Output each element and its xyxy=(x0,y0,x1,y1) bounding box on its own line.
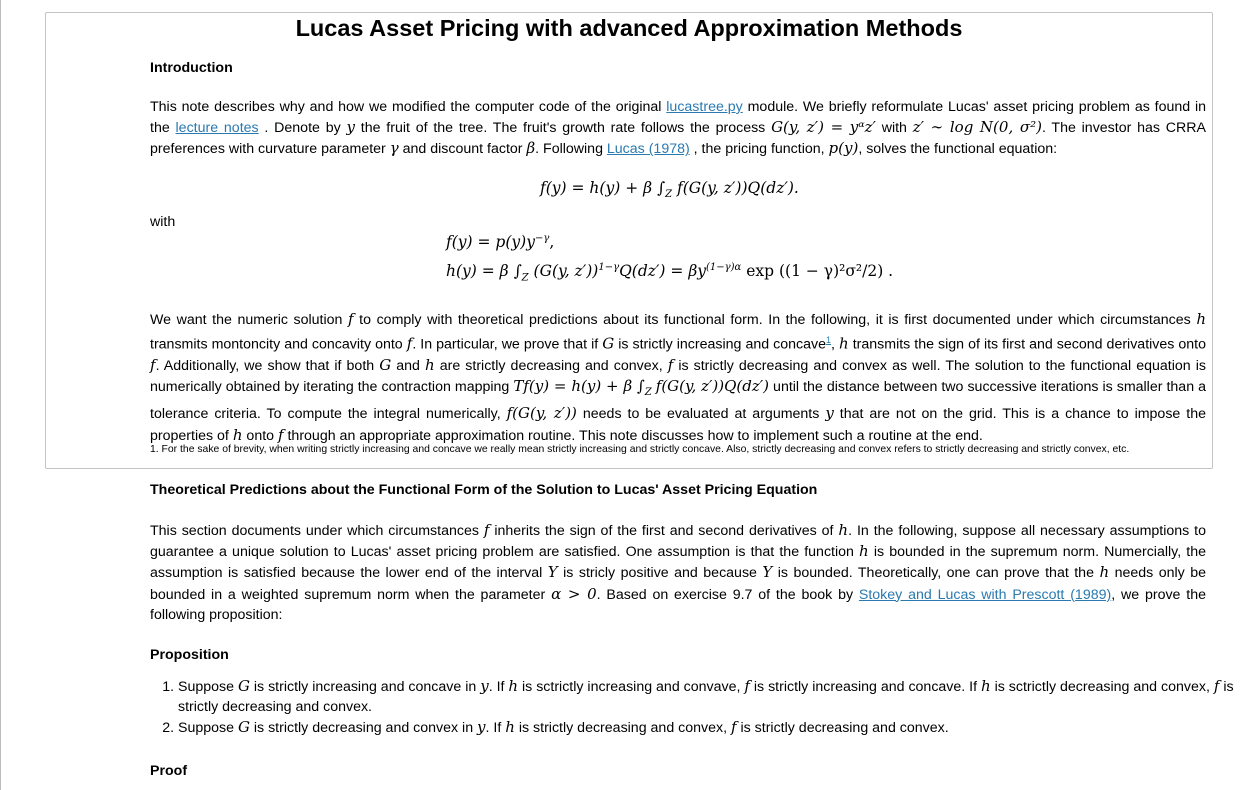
lucastree-link[interactable]: lucastree.py xyxy=(666,99,743,115)
proposition-list xyxy=(150,676,1234,739)
intro-paragraph-2: We want the numeric solution f to comply with theoretical predictions about its functional form. In the following, it is first documented under which circumstances h transmits montoncity and concavity onto f. In particular, we prove that if G is strictly increasing and concave$^1$, h transmits the sign of its first and second derivatives onto f. Additionally, we show that if both G and h are strictly decreasing and convex, f is strictly decreasing and convex as well. The solution to the functional equation is numerically obtained by iterating the contraction mapping Tf(y) = h(y) + β $\int_Z$ f(G(y, z′))Q(dz′) until the distance between two successive iterations is smaller than a tolerance criteria. To compute the integral numerically, f(G(y, z′)) needs to be evaluated at arguments y that are not on the grid. This is a chance to impose the properties of h onto f through an appropriate approximation routine. This note discusses how to implement such a routine at the end. xyxy=(150,310,1207,444)
theoretical-predictions-heading: Theoretical Predictions about the Functional Form of the Solution to Lucas' Asset Pricing Equation xyxy=(150,482,818,498)
page-title: Lucas Asset Pricing with advanced Approximation Methods xyxy=(295,15,963,41)
intro-paragraph-1: This note describes why and how we modified the computer code of the original lucastree.py module. We briefly reformulate Lucas' asset pricing problem as found in the lecture notes . Denote by y the fruit of the tree. The fruit's growth rate follows the process G(y, z′) = yᵅz′ with z′ ∼ log N(0, σ²). The investor has CRRA preferences with curvature parameter γ and discount factor β. Following Lucas (1978) , the pricing function, p(y), solves the functional equation: xyxy=(150,99,1207,158)
lucas-1978-link[interactable]: Lucas (1978) xyxy=(606,141,690,158)
footnote-1: 1. For the sake of brevity, when writing strictly increasing and concave we really mean strictly increasing and strictly concave. Also, strictly decreasing and convex refers to strictly decreasing and strictly convex, etc. xyxy=(150,444,1130,455)
lecture-notes-link[interactable]: lecture notes xyxy=(175,120,259,137)
h-definition-equation: h(y) = β $\int_Z$ (G(y, $z'))^{1-\gamma}Q(dz') = \beta y^{(1-\gamma)\alpha}$ exp ((1 − γ)²σ²/2) . xyxy=(446,262,894,284)
theory-paragraph: This section documents under which circumstances f inherits the sign of the first and second derivatives of h. In the following, suppose all necessary assumptions to guarantee a unique solution to Lucas' asset pricing problem are satisfied. One assumption is that the function h is bounded in the supremum norm. Numercially, the assumption is satisfied because the lower end of the interval Y is stricly positive and because Y is bounded. Theoretically, one can prove that the h needs only be bounded in a weighted supremum norm when the parameter α > 0. Based on exercise 9.7 of the book by Stokey and Lucas with Prescott (1989), we prove the following proposition: xyxy=(150,521,1207,623)
list-item: 1. Suppose G is strictly increasing and concave in y. If h is sctrictly increasing and convave, f is strictly increasing and concave. If h is sctrictly decreasing and convex, f is strictly decreasing and convex. xyxy=(178,676,1234,717)
footnote-1-link[interactable]: 1 xyxy=(826,335,832,346)
list-item: 2. Suppose G is strictly decreasing and convex in y. If h is strictly decreasing and convex, f is strictly decreasing and convex. xyxy=(178,717,1234,738)
with-label: with xyxy=(150,214,176,230)
proof-heading: Proof xyxy=(150,763,188,779)
introduction-heading: Introduction xyxy=(150,60,233,76)
f-definition-equation: $f(y) = p(y)y^{-\gamma}$, xyxy=(446,233,555,252)
main-functional-equation: f(y) = h(y) + β $\int_Z$ f(G(y, z′))Q(dz′). xyxy=(540,179,799,201)
proposition-heading: Proposition xyxy=(150,647,229,663)
stokey-lucas-prescott-link[interactable]: Stokey and Lucas with Prescott (1989) xyxy=(858,586,1112,603)
left-border-rule xyxy=(0,0,1,790)
